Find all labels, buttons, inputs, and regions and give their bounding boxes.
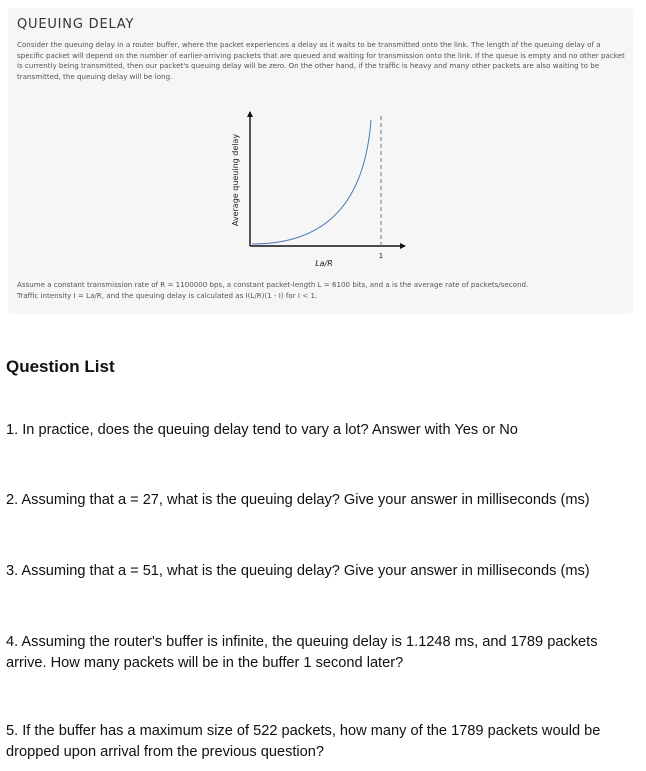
card-title: QUEUING DELAY	[17, 17, 135, 32]
assumption-line-1: Assume a constant transmission rate of R = 1100000 bps, a constant packet-length L = 6100 bits, and a is the average rate of packets/second.	[17, 280, 529, 289]
question-3: 3. Assuming that a = 51, what is the queuing delay? Give your answer in milliseconds (ms)	[6, 563, 590, 579]
x-tick-label: 1	[378, 252, 384, 260]
question-4: 4. Assuming the router's buffer is infinite, the queuing delay is 1.1248 ms, and 1789 packets arrive. How many packets will be in the buffer 1 second later?	[6, 634, 598, 671]
assumption-line-2: Traffic intensity I = La/R, and the queuing delay is calculated as I(L/R)(1 - I) for I < 1.	[17, 290, 318, 300]
question-2: 2. Assuming that a = 27, what is the queuing delay? Give your answer in milliseconds (ms)	[6, 492, 590, 508]
card-intro-text: Consider the queuing delay in a router buffer, where the packet experiences a delay as it waits to be transmitted onto the link. The length of the queuing delay of a specific packet will depend on the number of earlier-arriving packets that are queued and waiting for transmission onto the link. If the queue is empty and no other packet is currently being transmitted, then our packet's queuing delay will be zero. On the other hand, if the traffic is heavy and many other packets are also waiting to be transmitted, the queuing delay will be long.	[17, 40, 625, 81]
question-1: 1. In practice, does the queuing delay tend to vary a lot? Answer with Yes or No	[6, 422, 518, 438]
queuing-delay-card	[8, 8, 633, 314]
question-5: 5. If the buffer has a maximum size of 522 packets, how many of the 1789 packets would be dropped upon arrival from the previous question?	[6, 723, 601, 760]
y-axis-label: Average queuing delay	[231, 133, 240, 227]
assumption-text	[17, 280, 629, 301]
x-axis-label: La/R	[315, 259, 333, 268]
question-list-heading: Question List	[6, 357, 115, 376]
